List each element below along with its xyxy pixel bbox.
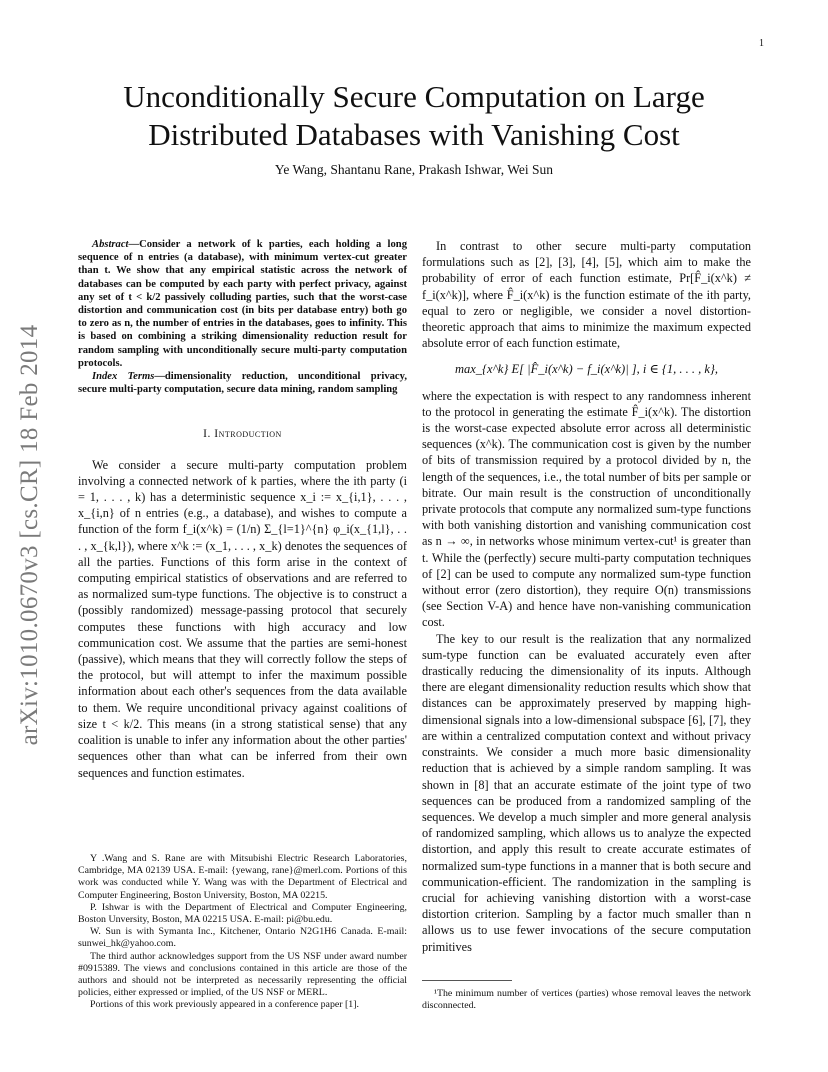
vertex-cut-footnote	[422, 988, 751, 1013]
introduction-paragraph: We consider a secure multi-party computation problem involving a connected network of k parties, where the ith party (i = 1, . . . , k) has a deterministic sequence x_i := x_{i,1}, . . . , x_{i,n} of n entries (e.g., a database), and wishes to compute a function of the form f_i(x^k) = (1/n) Σ_{l=1}^{n} φ_i(x_{1,l}, . . . , x_{k,l}), where x^k := (x_1, . . . , x_k) denotes the sequences of all the parties. Functions of this form arise in the context of computing empirical statistics of observations and are referred to as normalized sum-type functions. The objective is to construct a (possibly randomized) message-passing protocol that securely computes these functions with high accuracy and low communication cost. We assume that the parties are semi-honest (passive), which means that they will correctly follow the steps of the protocol, but will attempt to infer the maximum possible information about each other's sequences from the data available to them. We require unconditional privacy against coalitions of size t < k/2. This means (in a strong statistical sense) that any coalition is unable to infer any information about the other parties' sequences other than what can be inferred from their own sequences and function estimates.	[78, 457, 407, 780]
section-heading-introduction: I. Introduction	[203, 428, 282, 441]
vertex-cut-footnote-text: ¹The minimum number of vertices (parties) whose removal leaves the network disconnected.	[422, 988, 751, 1012]
abstract-text: —Consider a network of k parties, each holding a long sequence of n entries (a database), with minimum vertex-cut greater than t. We show that any empirical statistic across the network of databases can be computed by each party with perfect privacy, against any set of t < k/2 passively colluding parties, such that the worst-case distortion and communication cost (in bits per database entry) both go to zero as n, the number of entries in the databases, goes to infinity. This is based on combining a striking dimensionality reduction result for random sampling with unconditionally secure multi-party computation protocols.	[78, 239, 407, 369]
index-terms-lead: Index Terms	[92, 371, 155, 383]
footnote-funding: The third author acknowledges support from the US NSF under award number #0915389. The views and conclusions contained in this article are those of the authors and should not be interpreted as necessarily representing the official policies, either expressed or implied, of the US NSF or MERL.	[78, 950, 407, 999]
footnote-ishwar: P. Ishwar is with the Department of Electrical and Computer Engineering, Boston Unversity, Boston, MA 02215 USA. E-mail: pi@bu.edu.	[78, 901, 407, 926]
distortion-equation: max_{x^k} E[ |F̂_i(x^k) − f_i(x^k)| ], i ∈ {1, . . . , k},	[454, 362, 719, 377]
footnote-conference: Portions of this work previously appeared in a conference paper [1].	[90, 999, 360, 1011]
right-paragraph-distortion: where the expectation is with respect to any randomness inherent to the protocol in generating the estimate F̂_i(x^k). The distortion is the worst-case expected absolute error across all deterministic sequences (x^k). The communication cost is given by the number of bits of transmission required by a protocol divided by n, the length of the sequences, i.e., the total number of bits per sample or bitrate. Our main result is the construction of unconditionally private protocols that compute any normalized sum-type functions with both vanishing distortion and vanishing communication cost as n → ∞, in networks whose minimum vertex-cut¹ is greater than t. While the (perfectly) secure multi-party computation techniques of [2] can be used to compute any normalized sum-type function without error (zero distortion), they require O(n) transmissions (see Section V-A) and hence have non-vanishing communication cost.	[422, 388, 751, 630]
left-column	[78, 238, 407, 781]
abstract-lead: Abstract	[92, 239, 129, 250]
right-paragraph-contrast: In contrast to other secure multi-party computation formulations such as [2], [3], [4], [5], which aim to make the probability of error of each function estimate, Pr[F̂_i(x^k) ≠ f_i(x^k)], where F̂_i(x^k) is the function estimate of the ith party, equal to zero or negligible, we consider a novel distortion-theoretic approach that aims to minimize the maximum expected absolute error of each function estimate,	[422, 239, 751, 351]
author-list: Ye Wang, Shantanu Rane, Prakash Ishwar, Wei Sun	[274, 162, 554, 177]
right-column	[422, 238, 751, 955]
index-terms-text: —dimensionality reduction, unconditional privacy, secure multi-party computation, secure data mining, random sampling	[78, 371, 407, 396]
affiliation-footnotes	[78, 853, 407, 1012]
footnote-sun: W. Sun is with Symanta Inc., Kitchener, Ontario N2G1H6 Canada. E-mail: sunwei_hk@yahoo.com.	[78, 926, 407, 950]
arxiv-identifier: arXiv:1010.0670v3 [cs.CR] 18 Feb 2014	[16, 324, 43, 746]
paper-title: Unconditionally Secure Computation on Large Distributed Databases with Vanishing Cost	[123, 79, 705, 152]
footnote-wang-rane: Y .Wang and S. Rane are with Mitsubishi Electric Research Laboratories, Cambridge, MA 02139 USA. E-mail: {yewang, rane}@merl.com. Portions of this work was conducted while Y. Wang was with the Department of Electrical and Computer Engineering, Boston University, Boston, MA 02215.	[78, 853, 407, 901]
footnote-rule	[422, 980, 512, 981]
page-number: 1	[759, 38, 764, 49]
abstract	[78, 238, 407, 370]
index-terms	[78, 370, 407, 396]
right-paragraph-key-result: The key to our result is the realization that any normalized sum-type function can be evaluated accurately even after drastically reducing the dimensionality of its inputs. Although there are elegant dimensionality reduction results which show that distances can be approximately preserved by mapping high-dimensional signals into a low-dimensional subspace [6], [7], they are within a centralized computation context and without privacy constraints. We consider a much more basic dimensionality reduction that is achieved by a simple random sampling. It was shown in [8] that an accurate estimate of the joint type of two sequences can be produced from a randomized sampling of the sequences. We develop a much simpler and more general analysis of randomized sampling, which allows us to analyze the expected distortion, and apply this result to create accurate estimates of normalized sum-type functions in a manner that is both secure and communication-efficient. The randomization in the sampling is crucial for achieving vanishing distortion with a worst-case distortion criterion. Sampling by a factor much smaller than n allows us to use fewer invocations of the secure computation primitives	[422, 631, 751, 954]
arxiv-side-stamp	[10, 290, 50, 780]
